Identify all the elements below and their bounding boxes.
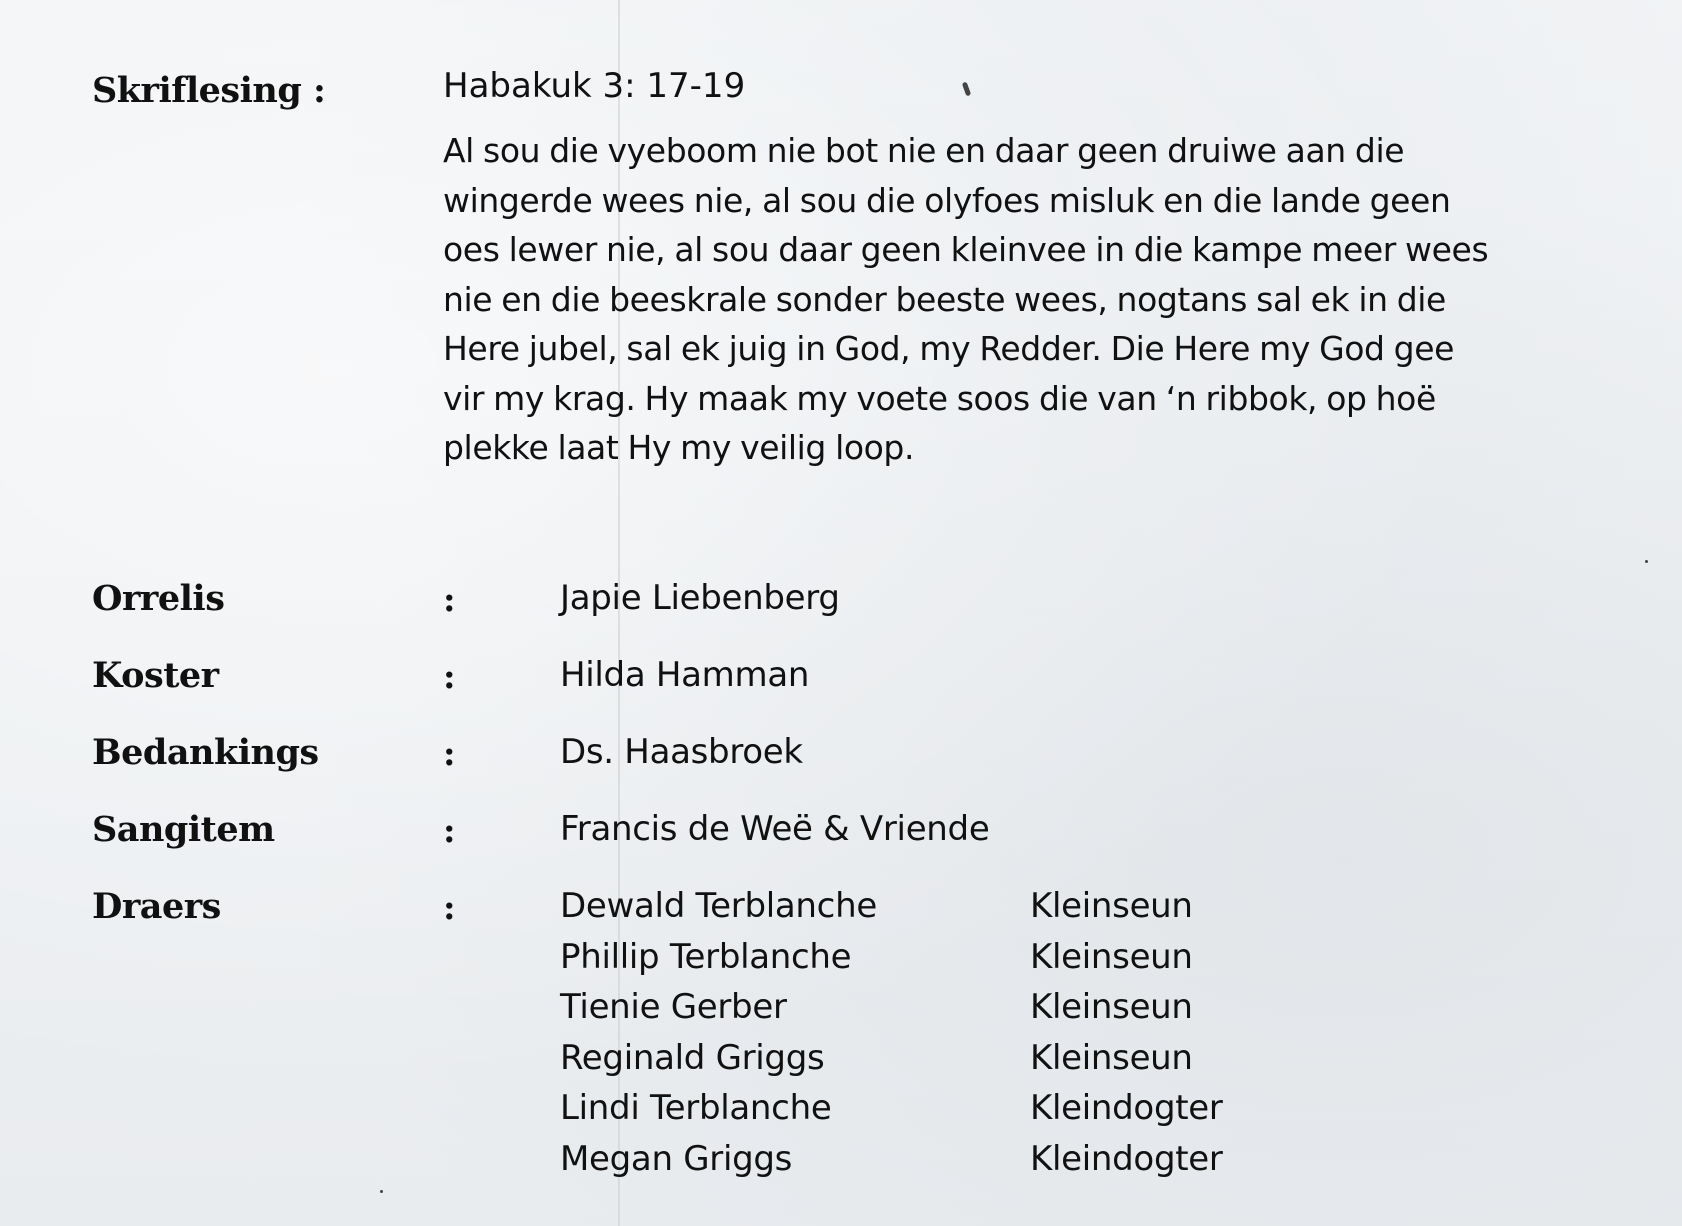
bearer-relation: Kleinseun (1030, 1037, 1193, 1078)
role-label-sangitem: Sangitem (92, 809, 275, 850)
reading-line: Here jubel, sal ek juig in God, my Redder. Die Here my God gee (443, 329, 1455, 368)
reading-text (443, 126, 1623, 473)
reading-line: wingerde wees nie, al sou die olyfoes misluk en die lande geen (443, 180, 1451, 220)
role-colon: : (443, 734, 456, 774)
reading-line: nie en die beeskrale sonder beeste wees, nogtans sal ek in die (443, 279, 1446, 319)
bearer-name: Reginald Griggs (560, 1037, 825, 1078)
bearer-relation: Kleinseun (1030, 936, 1193, 977)
bearer-relation: Kleinseun (1030, 987, 1193, 1027)
bearer-name: Dewald Terblanche (560, 886, 877, 926)
reading-label: Skriflesing : (92, 70, 326, 111)
role-colon: : (443, 811, 456, 851)
bearers-label: Draers (92, 886, 221, 927)
reading-line: oes lewer nie, al sou daar geen kleinvee in die kampe meer wees (443, 230, 1489, 269)
bearer-name: Phillip Terblanche (560, 936, 852, 977)
reading-line: vir my krag. Hy maak my voete soos die van ‘n ribbok, op hoë (443, 378, 1436, 418)
ink-speck (380, 1190, 383, 1193)
role-label-bedankings: Bedankings (92, 732, 319, 773)
role-colon: : (443, 580, 456, 620)
reading-reference: Habakuk 3: 17-19 (443, 66, 746, 106)
role-value-orrelis: Japie Liebenberg (560, 578, 840, 618)
reading-line: Al sou die vyeboom nie bot nie en daar geen druiwe aan die (443, 131, 1405, 170)
role-label-koster: Koster (92, 655, 219, 696)
role-value-bedankings: Ds. Haasbroek (560, 732, 803, 772)
ink-mark (962, 82, 971, 97)
ink-speck (1645, 560, 1648, 563)
bearer-name: Lindi Terblanche (560, 1088, 832, 1128)
bearer-name: Megan Griggs (560, 1138, 793, 1179)
bearer-relation: Kleinseun (1030, 886, 1193, 926)
role-value-sangitem: Francis de Weë & Vriende (560, 809, 990, 849)
bearer-name: Tienie Gerber (560, 987, 787, 1027)
bearers-colon: : (443, 888, 456, 928)
role-label-orrelis: Orrelis (92, 578, 225, 619)
bearer-relation: Kleindogter (1030, 1088, 1223, 1128)
role-colon: : (443, 657, 456, 697)
bearer-relation: Kleindogter (1030, 1138, 1223, 1179)
reading-line: plekke laat Hy my veilig loop. (443, 428, 915, 467)
role-value-koster: Hilda Hamman (560, 655, 810, 695)
